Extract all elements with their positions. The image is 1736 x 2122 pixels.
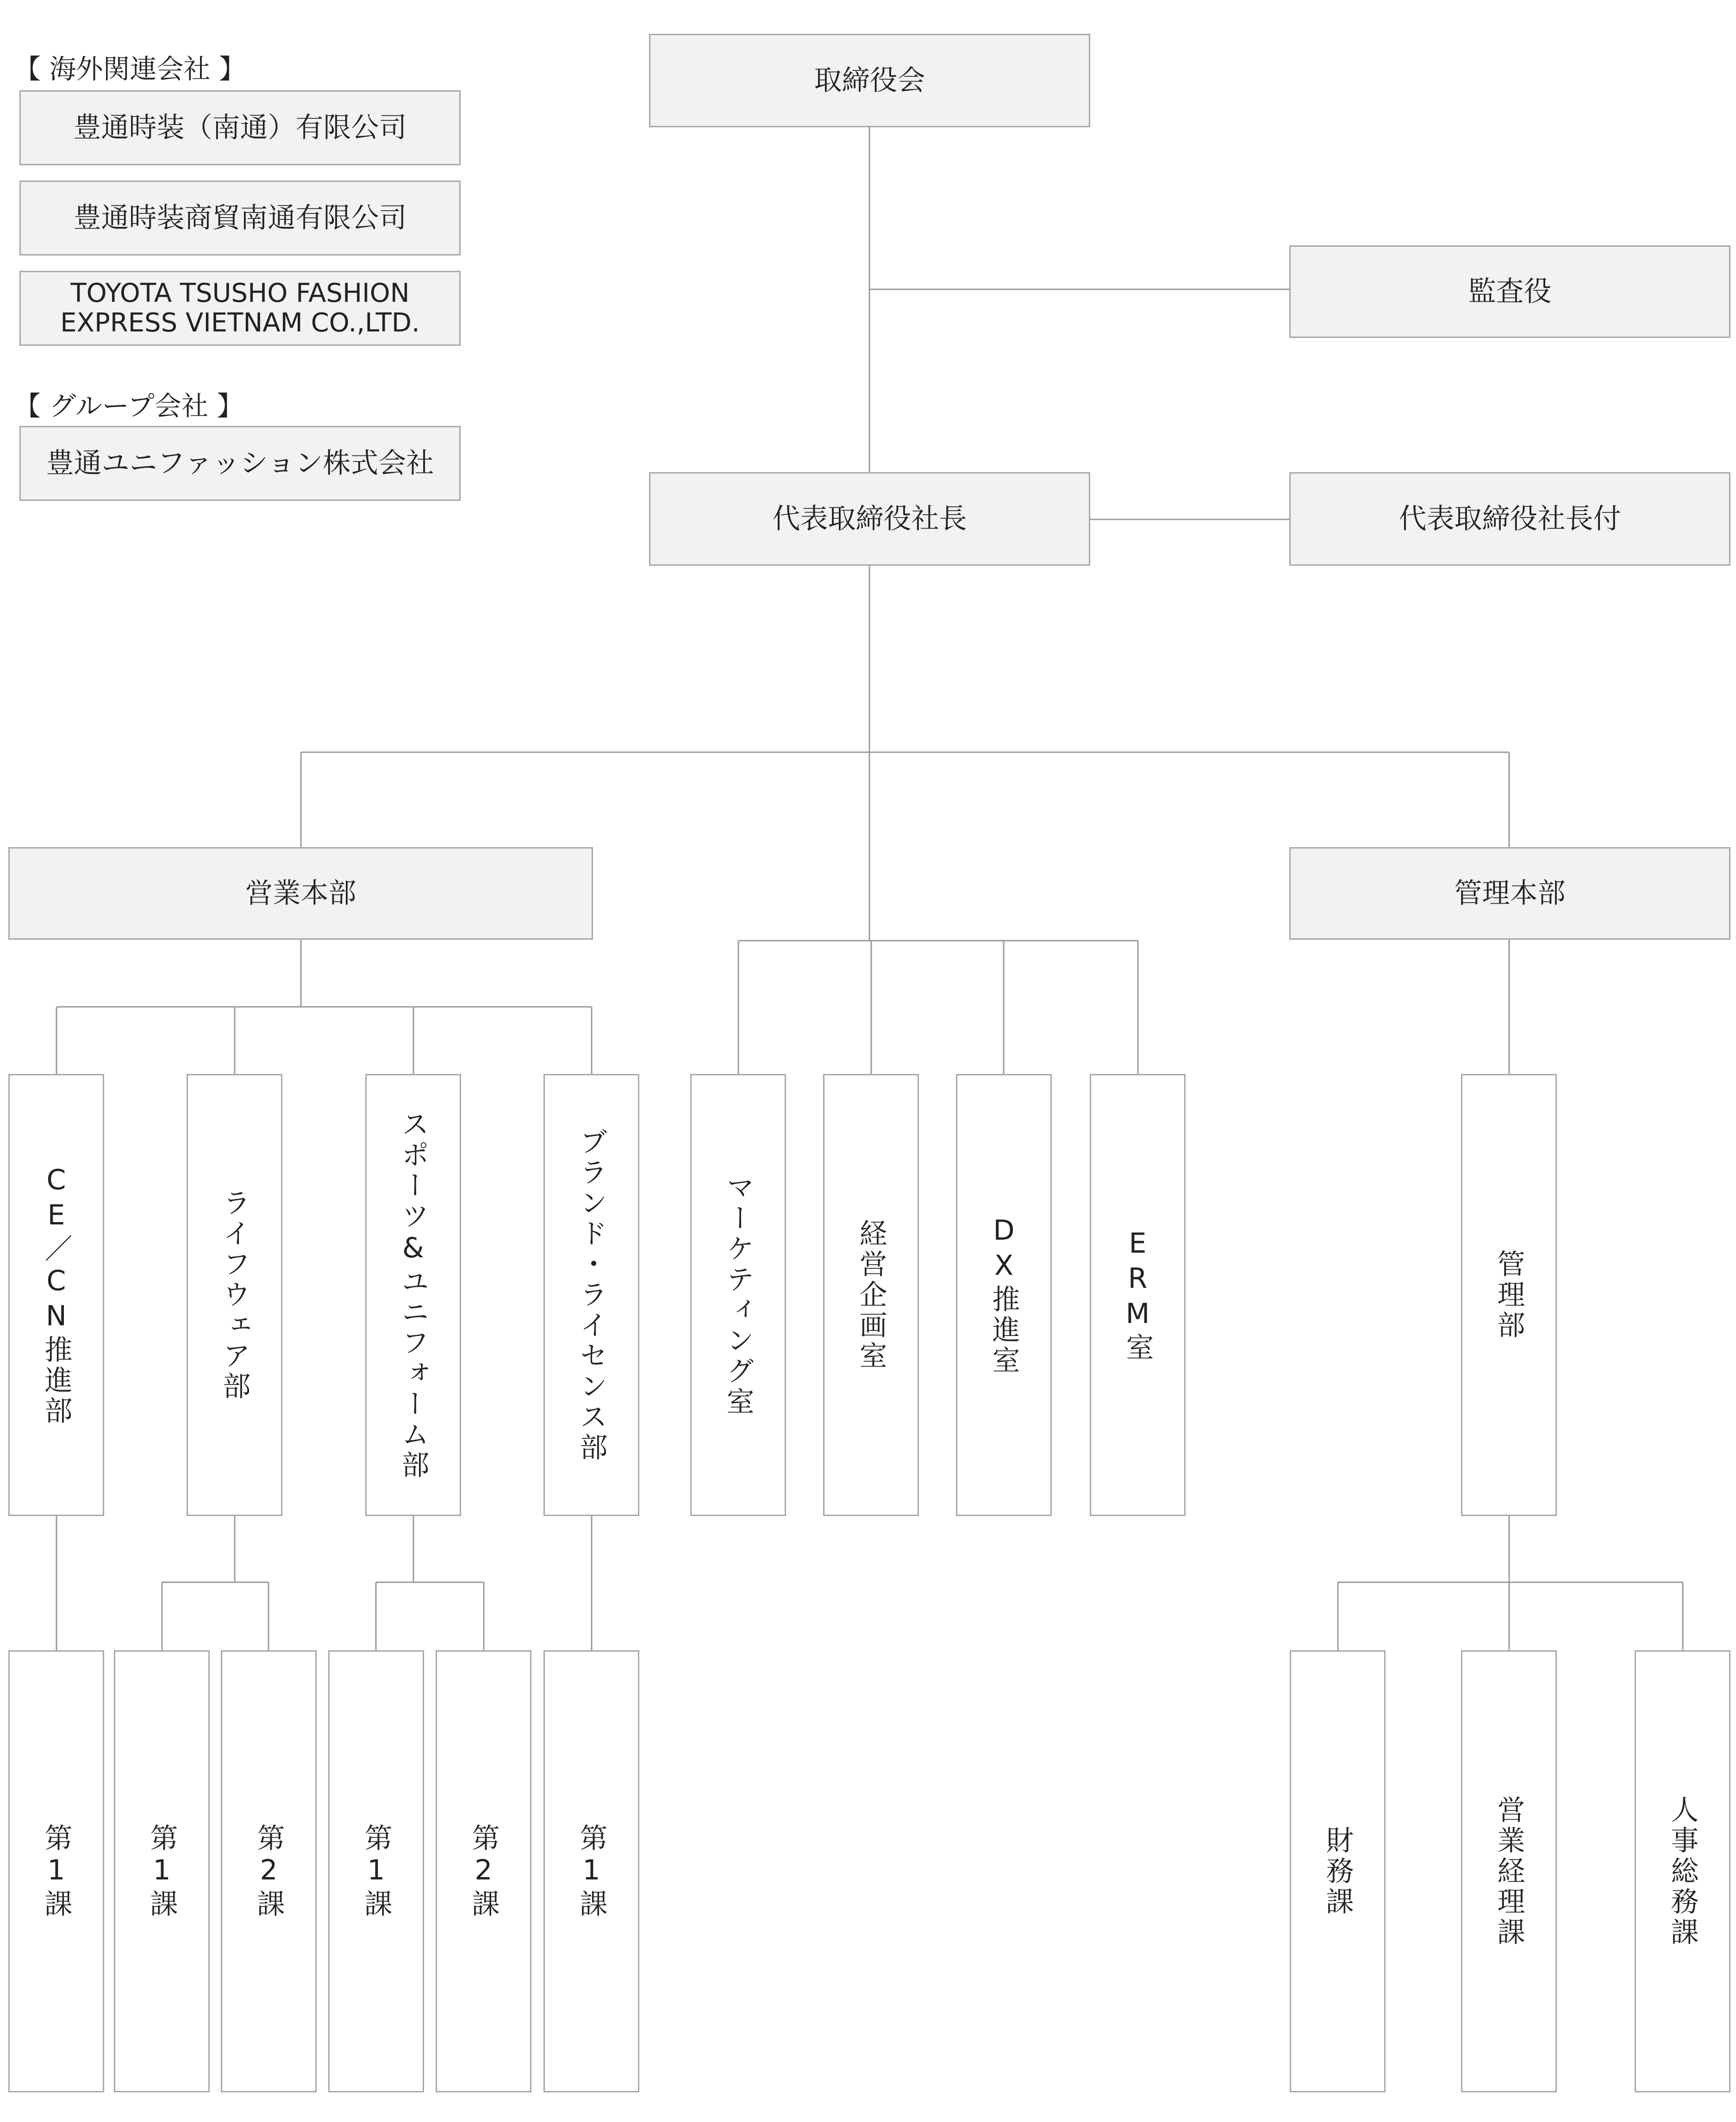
section-sales-accounting-label: 営業経理課: [1492, 1795, 1525, 1948]
sales-hq-label: 営業本部: [245, 877, 356, 910]
section-lifewear-1-label: 第1課: [145, 1823, 178, 1920]
overseas-affiliate-1: [19, 90, 461, 165]
president-box: [649, 472, 1090, 566]
section-brand-1-label: 第1課: [575, 1823, 608, 1920]
overseas-affiliate-3-label: [60, 279, 420, 338]
office-dx-label: DX推進室: [987, 1214, 1020, 1376]
section-ce-cn-1-label: 第1課: [40, 1823, 73, 1920]
section-sports-2: [436, 1650, 531, 2092]
section-finance: [1290, 1650, 1386, 2092]
division-admin-label: 管理部: [1492, 1249, 1525, 1341]
section-sports-2-label: 第2課: [467, 1823, 500, 1920]
division-ce-cn: [8, 1074, 104, 1516]
section-lifewear-2-label: 第2課: [252, 1823, 285, 1920]
overseas-affiliate-3-line1: TOYOTA TSUSHO FASHION: [70, 278, 410, 308]
office-corporate-planning-label: 経営企画室: [855, 1218, 887, 1372]
group-companies-header: 【 グループ会社 】: [14, 390, 244, 422]
division-lifewear-label: ライフウェア部: [218, 1188, 251, 1402]
overseas-affiliate-3: [19, 271, 461, 346]
president-staff-label: 代表取締役社長付: [1399, 502, 1621, 535]
section-hr-general-affairs: [1635, 1650, 1730, 2092]
division-ce-cn-label: CE／CN推進部: [40, 1163, 73, 1427]
section-sports-1: [328, 1650, 424, 2092]
section-hr-general-affairs-label: 人事総務課: [1666, 1795, 1699, 1948]
section-ce-cn-1: [8, 1650, 104, 2092]
president-label: 代表取締役社長: [772, 502, 967, 535]
admin-hq-box: [1289, 847, 1730, 940]
section-sales-accounting: [1461, 1650, 1557, 2092]
overseas-affiliate-1-label: 豊通時装（南通）有限公司: [73, 111, 407, 144]
board-of-directors-label: 取締役会: [814, 64, 925, 97]
section-lifewear-1: [114, 1650, 210, 2092]
group-company-1-label: 豊通ユニファッション株式会社: [46, 447, 434, 480]
auditor-label: 監査役: [1468, 275, 1552, 308]
division-brand-license-label: ブランド・ライセンス部: [575, 1127, 608, 1463]
overseas-affiliate-2-label: 豊通時装商貿南通有限公司: [73, 201, 407, 234]
sales-hq-box: [8, 847, 593, 940]
admin-hq-label: 管理本部: [1454, 877, 1566, 910]
section-brand-1: [543, 1650, 639, 2092]
division-sports-uniform-label: スポーツ&ユニフォーム部: [397, 1109, 430, 1481]
overseas-affiliate-2: [19, 181, 461, 256]
division-brand-license: [543, 1074, 639, 1516]
office-erm: [1090, 1074, 1186, 1516]
division-sports-uniform: [365, 1074, 461, 1516]
group-company-1: [19, 426, 461, 501]
office-marketing-label: マーケティング室: [722, 1173, 755, 1417]
board-of-directors-box: [649, 34, 1090, 127]
section-lifewear-2: [221, 1650, 317, 2092]
overseas-affiliate-3-line2: EXPRESS VIETNAM CO.,LTD.: [60, 308, 420, 338]
division-admin: [1461, 1074, 1557, 1516]
auditor-box: [1289, 245, 1730, 338]
office-dx: [956, 1074, 1052, 1516]
section-sports-1-label: 第1課: [360, 1823, 393, 1920]
overseas-affiliates-header: 【 海外関連会社 】: [14, 53, 246, 85]
office-marketing: [690, 1074, 786, 1516]
president-staff-box: [1289, 472, 1730, 566]
division-lifewear: [187, 1074, 282, 1516]
office-erm-label: ERM室: [1121, 1227, 1154, 1363]
office-corporate-planning: [823, 1074, 919, 1516]
section-finance-label: 財務課: [1321, 1825, 1354, 1917]
